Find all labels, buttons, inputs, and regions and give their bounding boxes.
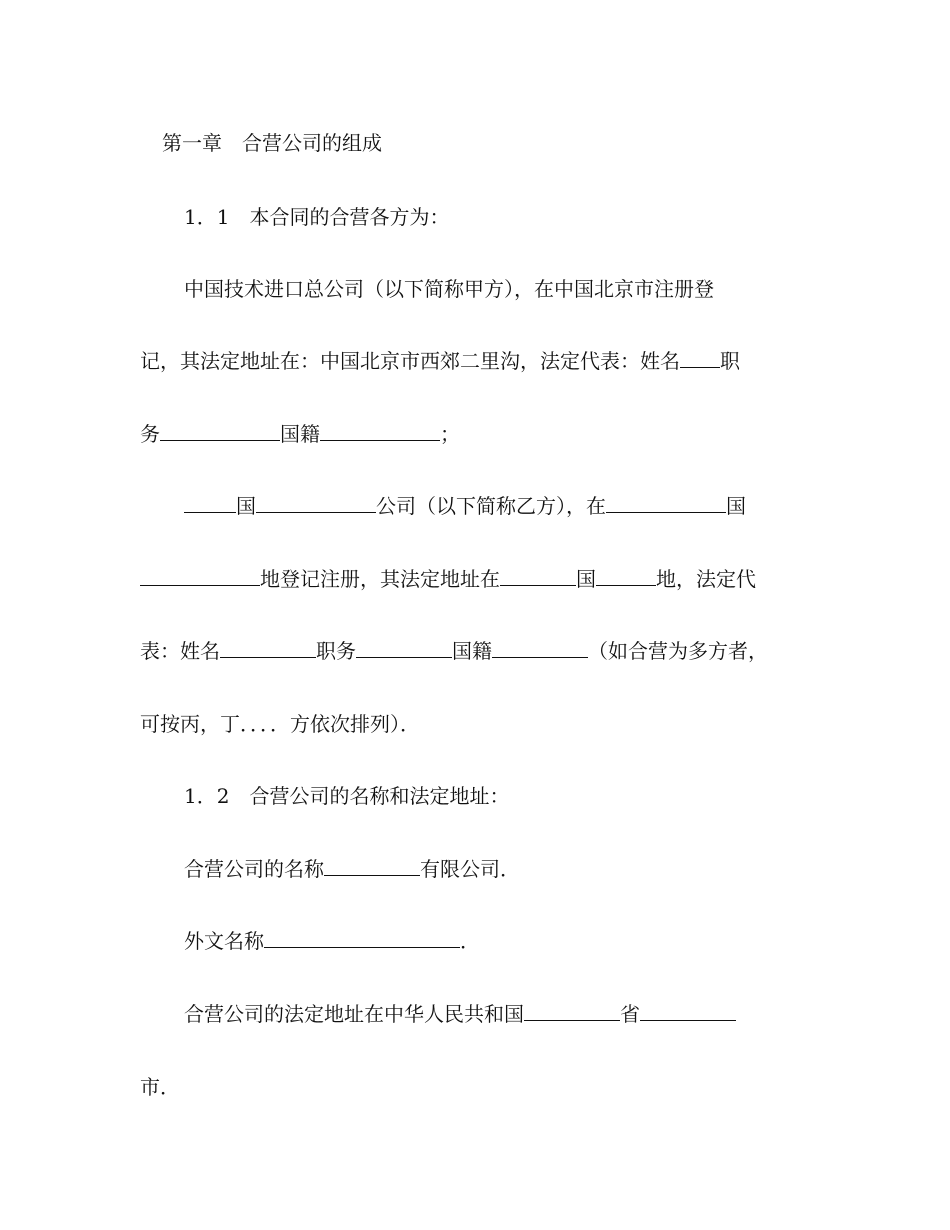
blank-field [256,494,376,513]
party-b-line-3-text: 国籍 [452,639,492,663]
blank-field [220,639,316,658]
blank-field [596,567,656,586]
party-a-line-2-text: 记，其法定地址在：中国北京市西郊二里沟，法定代表：姓名 [140,349,680,373]
section-1-2-heading [140,784,844,808]
blank-field [264,929,460,948]
legal-address-text: 合营公司的法定地址在中华人民共和国 [184,1002,524,1026]
foreign-name-text: 外文名称 [184,929,264,953]
party-b-line-1-text: 国 [236,494,256,518]
legal-address-text: 市． [140,1075,180,1099]
party-b-line-2 [140,567,800,591]
party-b-line-2-text: 地登记注册，其法定地址在 [260,567,500,591]
blank-field [524,1002,620,1021]
party-b-line-2-text: 国 [576,567,596,591]
party-a-line-2 [140,349,800,373]
party-b-line-3-text: 表：姓名 [140,639,220,663]
party-a-line-3-text: 国籍 [280,422,320,446]
party-b-line-3-text: 职务 [316,639,356,663]
legal-address-line-2 [140,1075,800,1099]
blank-field [680,349,720,368]
blank-field [320,422,440,441]
blank-field [140,567,260,586]
company-name-text: 合营公司的名称 [184,857,324,881]
party-b-line-1-text: 国 [726,494,746,518]
party-a-line-1 [140,277,844,301]
chapter-title-text: 第一章 合营公司的组成 [162,131,382,155]
legal-address-text: 省 [620,1002,640,1026]
foreign-name-text: ． [460,929,480,953]
foreign-name-line [140,929,844,953]
company-name-text: 有限公司． [420,857,520,881]
blank-field [356,639,452,658]
blank-field [160,422,280,441]
chapter-title [140,131,822,155]
company-name-line [140,857,844,881]
blank-field [500,567,576,586]
party-a-line-3-text: ； [440,422,460,446]
legal-address-line-1 [140,1002,844,1026]
party-a-line-2-text: 职 [720,349,740,373]
blank-field [324,857,420,876]
party-b-line-2-text: 地，法定代 [656,567,756,591]
party-b-line-1 [140,494,844,518]
section-1-1-heading-text: 1．1 本合同的合营各方为： [184,205,450,229]
party-b-line-4-text: 可按丙，丁．．．．方依次排列）． [140,712,420,736]
party-a-line-3-text: 务 [140,422,160,446]
blank-field [184,494,236,513]
section-1-1-heading [140,205,844,229]
party-b-line-1-text: 公司（以下简称乙方），在 [376,494,606,518]
blank-field [640,1002,736,1021]
party-a-line-3 [140,422,800,446]
blank-field [492,639,588,658]
party-a-line-1-text: 中国技术进口总公司（以下简称甲方），在中国北京市注册登 [184,277,714,301]
party-b-line-4 [140,712,800,736]
section-1-2-heading-text: 1．2 合营公司的名称和法定地址： [184,784,510,808]
party-b-line-3-text: （如合营为多方者， [588,639,768,663]
blank-field [606,494,726,513]
party-b-line-3 [140,639,800,663]
